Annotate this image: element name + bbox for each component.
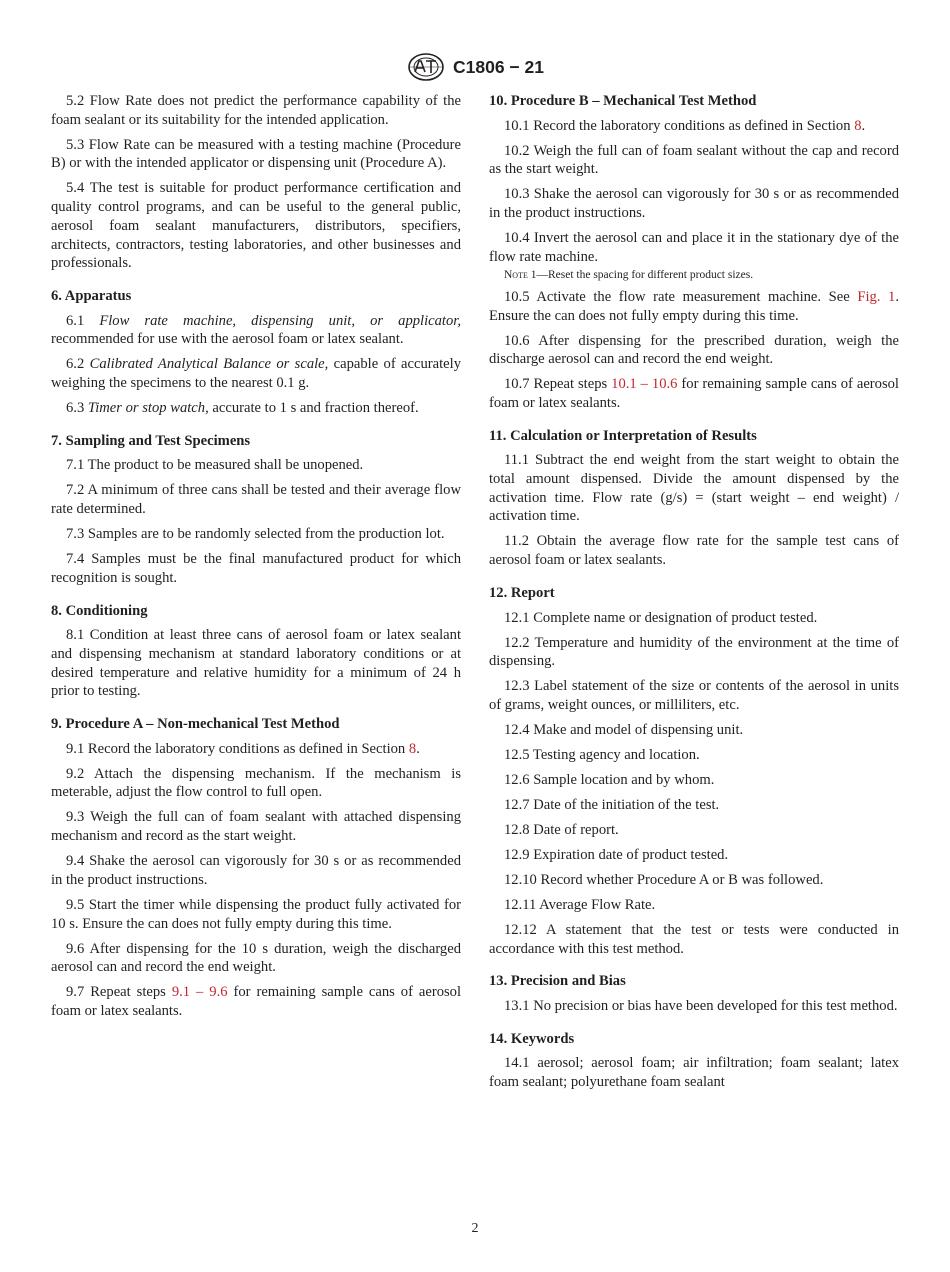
paragraph-9-7: 9.7 Repeat steps 9.1 – 9.6 for remaining sample cans of aerosol foam or latex sealants. bbox=[51, 984, 462, 1019]
paragraph-11-1: 11.1 Subtract the end weight from the start weight to obtain the total amount dispensed. Divide the amount dispensed by the activation time. Flow rate (g/s) = (start weight – end weight) / activation time. bbox=[489, 452, 899, 525]
steps-10-1-10-6-link[interactable]: 10.1 – 10.6 bbox=[611, 376, 678, 393]
paragraph-12-5: 12.5 Testing agency and location. bbox=[504, 746, 700, 763]
paragraph-12-6: 12.6 Sample location and by whom. bbox=[504, 771, 715, 788]
section-heading-11: 11. Calculation or Interpretation of Results bbox=[489, 427, 757, 444]
section-8-link[interactable]: 8 bbox=[854, 117, 862, 134]
paragraph-6-2: 6.2 Calibrated Analytical Balance or scale, capable of accurately weighing the specimens to the nearest 0.1 g. bbox=[51, 356, 461, 392]
section-heading-9: 9. Procedure A – Non-mechanical Test Method bbox=[51, 716, 340, 733]
paragraph-9-4: 9.4 Shake the aerosol can vigorously for 30 s or as recommended in the product instructions. bbox=[51, 853, 461, 888]
figure-1-link[interactable]: Fig. 1 bbox=[857, 288, 896, 305]
paragraph-6-1: 6.1 Flow rate machine, dispensing unit, or applicator, recommended for use with the aerosol foam or latex sealant. bbox=[51, 312, 461, 348]
section-heading-6: 6. Apparatus bbox=[51, 287, 132, 304]
paragraph-14-1: 14.1 aerosol; aerosol foam; air infiltration; foam sealant; latex foam sealant; polyurethane foam sealant bbox=[489, 1055, 899, 1091]
paragraph-10-1: 10.1 Record the laboratory conditions as defined in Section 8. bbox=[504, 117, 866, 134]
paragraph-9-2: 9.2 Attach the dispensing mechanism. If the mechanism is meterable, adjust the flow control to full open. bbox=[51, 765, 461, 801]
section-heading-13: 13. Precision and Bias bbox=[489, 973, 626, 990]
paragraph-6-3: 6.3 Timer or stop watch, accurate to 1 s and fraction thereof. bbox=[66, 400, 419, 417]
paragraph-12-12: 12.12 A statement that the test or tests were conducted in accordance with this test method. bbox=[489, 921, 899, 957]
paragraph-10-2: 10.2 Weigh the full can of foam sealant without the cap and record as the start weight. bbox=[489, 142, 899, 178]
paragraph-12-7: 12.7 Date of the initiation of the test. bbox=[504, 796, 720, 813]
steps-9-1-9-6-link[interactable]: 9.1 – 9.6 bbox=[171, 984, 228, 1001]
left-column bbox=[51, 92, 461, 1027]
paragraph-9-1: 9.1 Record the laboratory conditions as defined in Section 8. bbox=[66, 740, 420, 757]
paragraph-9-3: 9.3 Weigh the full can of foam sealant with attached dispensing mechanism and record as the start weight. bbox=[51, 809, 461, 845]
note-1: Note 1—Reset the spacing for different product sizes. bbox=[504, 268, 754, 281]
paragraph-10-6: 10.6 After dispensing for the prescribed duration, weigh the discharge aerosol can and record the end weight. bbox=[489, 332, 899, 368]
document-code: C1806 − 21 bbox=[453, 56, 544, 77]
paragraph-9-5: 9.5 Start the timer while dispensing the product fully activated for 10 s. Ensure the can does not fully empty during this time. bbox=[51, 896, 461, 932]
section-heading-14: 14. Keywords bbox=[489, 1030, 575, 1047]
paragraph-12-2: 12.2 Temperature and humidity of the environment at the time of dispensing. bbox=[489, 634, 899, 670]
section-heading-10: 10. Procedure B – Mechanical Test Method bbox=[489, 93, 757, 109]
paragraph-7-2: 7.2 A minimum of three cans shall be tested and their average flow rate determined. bbox=[51, 482, 461, 518]
paragraph-12-1: 12.1 Complete name or designation of product tested. bbox=[504, 609, 818, 626]
page-number: 2 bbox=[471, 1221, 479, 1236]
paragraph-12-11: 12.11 Average Flow Rate. bbox=[504, 896, 656, 913]
paragraph-12-4: 12.4 Make and model of dispensing unit. bbox=[504, 721, 744, 738]
paragraph-10-7: 10.7 Repeat steps 10.1 – 10.6 for remaining sample cans of aerosol foam or latex sealants. bbox=[489, 376, 899, 411]
paragraph-9-6: 9.6 After dispensing for the 10 s duration, weigh the discharged aerosol can and record the end weight. bbox=[51, 940, 461, 976]
page-header bbox=[0, 52, 950, 82]
section-heading-8: 8. Conditioning bbox=[51, 602, 148, 619]
section-heading-7: 7. Sampling and Test Specimens bbox=[51, 432, 251, 449]
paragraph-7-4: 7.4 Samples must be the final manufactured product for which recognition is sought. bbox=[51, 551, 461, 586]
section-heading-12: 12. Report bbox=[489, 584, 555, 601]
paragraph-5-4: 5.4 The test is suitable for product performance certification and quality control programs, and can be useful to the general public, aerosol foam sealant manufacturers, distributors, specifiers, architects, contractors, testing laboratories, and other businesses and professionals. bbox=[51, 180, 461, 272]
paragraph-8-1: 8.1 Condition at least three cans of aerosol foam or latex sealant and dispensing mechanism at standard laboratory conditions or at desired temperature and relative humidity for a minimum of 24 h prior to testing. bbox=[51, 627, 461, 700]
paragraph-10-3: 10.3 Shake the aerosol can vigorously for 30 s or as recommended in the product instructions. bbox=[489, 186, 899, 222]
paragraph-5-3: 5.3 Flow Rate can be measured with a testing machine (Procedure B) or with the intended applicator or dispensing unit (Procedure A). bbox=[51, 136, 461, 172]
paragraph-7-3: 7.3 Samples are to be randomly selected from the production lot. bbox=[66, 526, 445, 543]
right-column bbox=[489, 92, 899, 1098]
paragraph-12-3: 12.3 Label statement of the size or contents of the aerosol in units of grams, weight ounces, or milliliters, etc. bbox=[489, 678, 899, 713]
paragraph-12-10: 12.10 Record whether Procedure A or B was followed. bbox=[504, 871, 824, 888]
paragraph-12-9: 12.9 Expiration date of product tested. bbox=[504, 846, 729, 863]
astm-logo-icon bbox=[406, 52, 446, 82]
paragraph-11-2: 11.2 Obtain the average flow rate for the sample test cans of aerosol foam or latex sealants. bbox=[489, 533, 899, 569]
paragraph-13-1: 13.1 No precision or bias have been developed for this test method. bbox=[504, 998, 898, 1015]
paragraph-12-8: 12.8 Date of report. bbox=[504, 821, 619, 838]
paragraph-7-1: 7.1 The product to be measured shall be unopened. bbox=[66, 457, 364, 474]
paragraph-10-4: 10.4 Invert the aerosol can and place it in the stationary dye of the flow rate machine. bbox=[489, 230, 899, 265]
paragraph-5-2: 5.2 Flow Rate does not predict the performance capability of the foam sealant or its suitability for the intended application. bbox=[51, 93, 461, 128]
paragraph-10-5: 10.5 Activate the flow rate measurement machine. See Fig. 1. Ensure the can does not fully empty during this time. bbox=[489, 288, 900, 324]
section-8-link[interactable]: 8 bbox=[408, 740, 417, 757]
